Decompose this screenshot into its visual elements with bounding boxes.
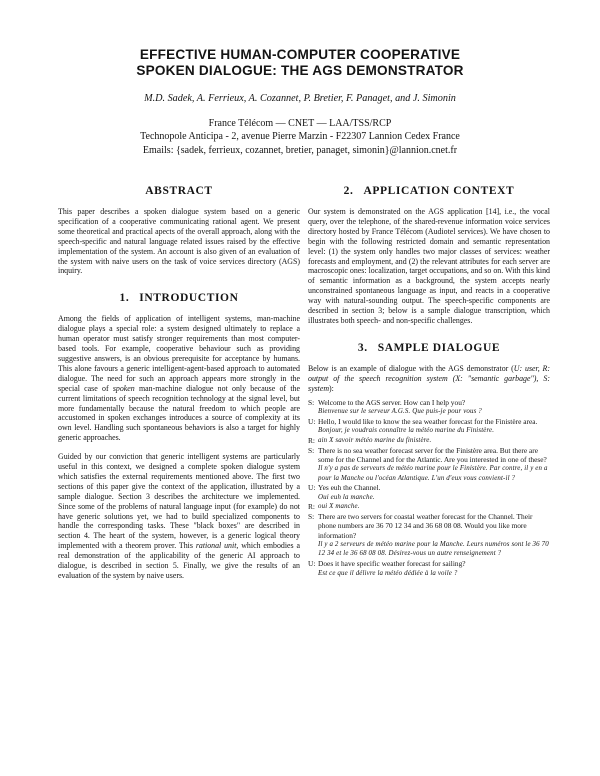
section-title: INTRODUCTION xyxy=(139,292,239,305)
affiliation-emails: Emails: {sadek, ferrieux, cozannet, bretier, panaget, simonin}@lannion.cnet.fr xyxy=(142,144,458,156)
application-heading xyxy=(308,184,550,198)
speaker-label: U: xyxy=(308,483,316,493)
section-number: 3. xyxy=(357,341,368,354)
speaker-label: U: xyxy=(308,559,316,569)
emphasis-text: U: user, R: output of the speech recognition system (X: "semantic garbage"), S: system xyxy=(308,363,551,393)
text-run: Among the fields of application of intelligent systems, man-machine dialogue plays a special role: a system designed ultimately to replace a human operator must satisfy stronger requirements than most computer-based tools. For example, cooperative behaviour such as providing suggestive answers, is an obvious prerequisite for acceptance by humans. This alone favours a generic intelligent-agent-based approach to automated dialogue. The need for such an approach appears more strongly in the special case of xyxy=(58,314,300,393)
paper-title xyxy=(40,47,560,79)
text-run: ): xyxy=(329,383,334,393)
speaker-label: U: xyxy=(308,416,316,426)
dialogue-turn xyxy=(308,417,550,436)
section-number: 1. xyxy=(119,292,130,305)
text-run: Below is an example of dialogue with the AGS demonstrator ( xyxy=(308,363,514,373)
utterance-french: Il n'y a pas de serveurs de météo marine pour le Finistère. Par contre, il y en a pour la Manche ou l'océan Atlantique. L'un d'eux vous convient-il ? xyxy=(318,465,548,482)
utterance-english: There is no sea weather forecast server for the Finistère area. But there are some for the Channel and for the Atlantic. Are you interested in one of these? xyxy=(318,445,547,464)
speaker-label: S: xyxy=(308,397,315,407)
dialogue-turn xyxy=(308,559,550,578)
dialogue-turn xyxy=(308,446,550,483)
text-run: , which embodies a real demonstration of the applicability of the generic AI approach to dialogue, is described in section 5. Finally, we give the results of an evaluation of the system by naive users. xyxy=(58,541,300,580)
affiliation-address: Technopole Anticipa - 2, avenue Pierre Marzin - F22307 Lannion Cedex France xyxy=(140,131,460,143)
affiliation-block xyxy=(40,117,560,157)
recognition-output: oui X manche. xyxy=(318,503,360,511)
emphasis-text: rational unit xyxy=(195,541,237,551)
text-run: Guided by our conviction that generic intelligent systems are particularly useful in this context, we designed a complete spoken dialogue system which satisfies the external requirements mentioned above. The first two sections of this paper give the context of the application, illustrated by a sample dialogue. Section 3 describes the architecture we implemented. Since some of the problems of natural language input (for example) do not have generic solutions yet, we had to build specialized components to handle the corresponding tasks. These "black boxes" are described in section 4. The heart of the system, however, is a generic logical theory implemented with a theorem prover. This xyxy=(58,452,300,551)
utterance-english: Yes euh the Channel. xyxy=(318,483,381,493)
dialogue-turn xyxy=(308,512,550,559)
recognition-output: ain X savoir météo marine du finistère. xyxy=(318,436,432,444)
emphasis-text: spoken xyxy=(112,383,135,393)
dialogue-turn xyxy=(308,398,550,417)
section-title: APPLICATION CONTEXT xyxy=(363,185,515,197)
utterance-french: Il y a 2 serveurs de météo marine pour la Manche. Leurs numéros sont le 36 70 12 34 et le 36 68 08 08. Désirez-vous un autre renseignement ? xyxy=(318,541,549,558)
introduction-paragraph-1 xyxy=(58,314,300,443)
title-line-1: EFFECTIVE HUMAN-COMPUTER COOPERATIVE xyxy=(139,47,461,62)
abstract-heading: ABSTRACT xyxy=(145,185,213,197)
utterance-english: There are two servers for coastal weather forecast for the Channel. Their phone numbers are 36 70 12 34 and 36 68 08 08. Would you like more information? xyxy=(318,512,533,540)
application-text: Our system is demonstrated on the AGS application [14], i.e., the vocal query, over the telephone, of the shared-revenue information voice services directory hosted by France Télécom (Audiotel services). We have chosen to begin with the following restricted domain and semantic representation level: (1) the system only handles two major classes of services: weather forecasts and employment, and (2) the relevant attributes for each server are macroscopic ones: localization, target occupations, and so on. With this kind of semantic information as a background, the system accepts nearly unconstrained spontaneous language as input, and reacts in a cooperative way with natural-sounding output. The speech-specific components are described in section 3; below is a sample dialogue transcription, which illustrates both speech- and non-specific challenges. xyxy=(308,207,550,325)
dialogue-transcript xyxy=(308,398,550,578)
title-line-2: SPOKEN DIALOGUE: THE AGS DEMONSTRATOR xyxy=(136,63,464,78)
utterance-english: Hello, I would like to know the sea weather forecast for the Finistère area. xyxy=(318,416,538,426)
speaker-label: S: xyxy=(308,445,315,455)
author-list: M.D. Sadek, A. Ferrieux, A. Cozannet, P. Bretier, F. Panaget, and J. Simonin xyxy=(144,93,456,104)
text-run: man-machine dialogue not only because of the current limitations of speech recognition technology at the signal level, but more fundamentally because the natural freedom to which people are accustomed in spoken exchanges introduces a source of complexity at its own level. Handling such spontaneous behaviors is also a target for highly generic approaches. xyxy=(58,383,300,443)
introduction-heading xyxy=(58,291,300,305)
utterance-english: Welcome to the AGS server. How can I help you? xyxy=(318,397,466,407)
utterance-french: Est ce que il délivre la météo dédiée à la voile ? xyxy=(318,569,458,577)
abstract-text: This paper describes a spoken dialogue system based on a generic specification of a cooperative communicating rational agent. We present some theoretical and practical apects of the overall approach, along with the speech-specific and natural language related issues raised by the effective implementation of the system. An account is also given of an evaluation of the system with naive users on the task of voice services directory (AGS) inquiry. xyxy=(58,207,300,276)
introduction-paragraph-2 xyxy=(58,452,300,581)
left-column xyxy=(58,184,300,581)
dialogue-turn xyxy=(308,502,550,511)
dialogue-turn xyxy=(308,483,550,502)
sample-dialogue-intro xyxy=(308,364,550,394)
utterance-french: Bienvenue sur le serveur A.G.S. Que puis-je pour vous ? xyxy=(318,408,482,415)
section-number: 2. xyxy=(343,185,354,197)
speaker-label: R: xyxy=(308,435,315,445)
speaker-label: S: xyxy=(308,512,315,522)
utterance-french: Bonjour, je voudrais connaître la météo marine du Finistère. xyxy=(318,427,495,435)
section-title: SAMPLE DIALOGUE xyxy=(377,341,501,354)
utterance-french: Oui euh la manche. xyxy=(318,493,375,501)
utterance-english: Does it have specific weather forecast for sailing? xyxy=(318,559,466,569)
sample-dialogue-heading xyxy=(308,341,550,355)
affiliation-organization: France Télécom — CNET — LAA/TSS/RCP xyxy=(208,118,392,129)
right-column xyxy=(308,184,550,578)
speaker-label: R: xyxy=(308,502,315,512)
dialogue-turn xyxy=(308,436,550,445)
